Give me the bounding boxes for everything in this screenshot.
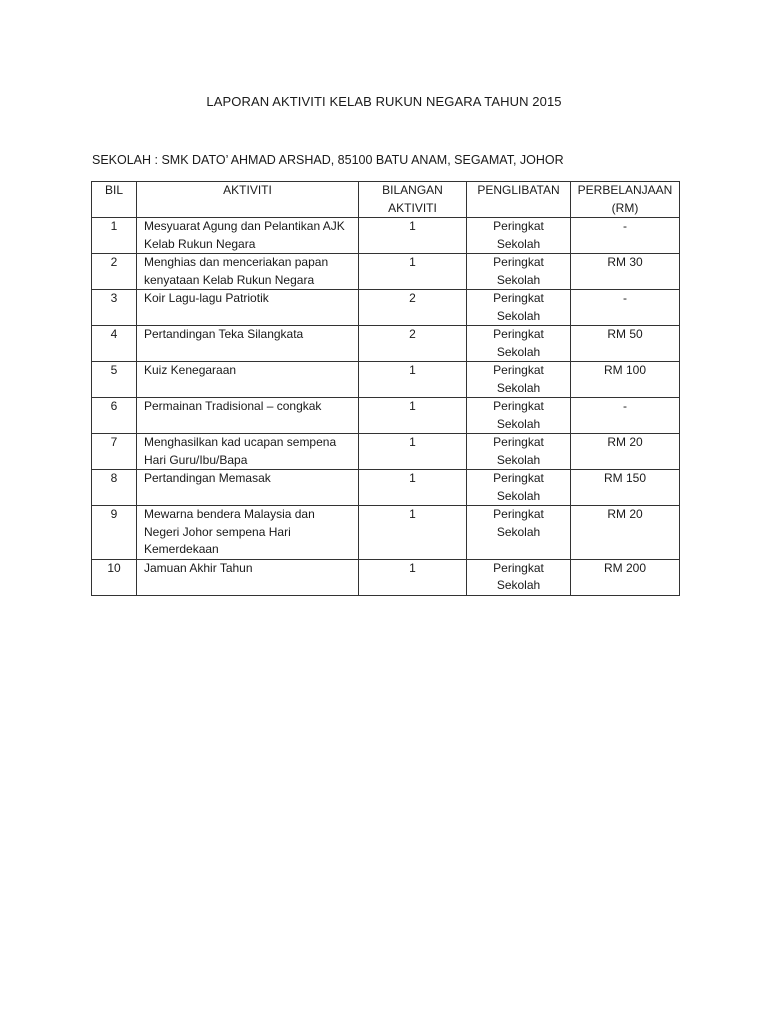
- cell-aktiviti: Kuiz Kenegaraan: [137, 362, 359, 398]
- cell-bil: 9: [92, 506, 137, 560]
- cell-perbelanjaan: RM 30: [571, 254, 680, 290]
- cell-aktiviti: Menghias dan menceriakan papan kenyataan Kelab Rukun Negara: [137, 254, 359, 290]
- cell-bilangan: 1: [359, 434, 467, 470]
- cell-perbelanjaan: RM 50: [571, 326, 680, 362]
- cell-penglibatan: Peringkat Sekolah: [467, 470, 571, 506]
- cell-bil: 3: [92, 290, 137, 326]
- table-row: [92, 290, 680, 326]
- cell-aktiviti: Pertandingan Teka Silangkata: [137, 326, 359, 362]
- cell-penglibatan: Peringkat Sekolah: [467, 218, 571, 254]
- cell-perbelanjaan: RM 100: [571, 362, 680, 398]
- cell-perbelanjaan: -: [571, 218, 680, 254]
- cell-aktiviti: Mewarna bendera Malaysia dan Negeri Johor sempena Hari Kemerdekaan: [137, 506, 359, 560]
- cell-bil: 7: [92, 434, 137, 470]
- cell-penglibatan: Peringkat Sekolah: [467, 254, 571, 290]
- cell-perbelanjaan: RM 20: [571, 434, 680, 470]
- cell-aktiviti: Permainan Tradisional – congkak: [137, 398, 359, 434]
- report-title: LAPORAN AKTIVITI KELAB RUKUN NEGARA TAHUN 2015: [206, 94, 562, 109]
- cell-bilangan: 1: [359, 559, 467, 595]
- cell-bilangan: 1: [359, 506, 467, 560]
- table-row: [92, 218, 680, 254]
- table-row: [92, 398, 680, 434]
- cell-bilangan: 1: [359, 470, 467, 506]
- table-row: [92, 326, 680, 362]
- table-row: [92, 470, 680, 506]
- cell-bilangan: 2: [359, 326, 467, 362]
- cell-penglibatan: Peringkat Sekolah: [467, 506, 571, 560]
- cell-aktiviti: Menghasilkan kad ucapan sempena Hari Guru/Ibu/Bapa: [137, 434, 359, 470]
- cell-bilangan: 2: [359, 290, 467, 326]
- cell-perbelanjaan: -: [571, 398, 680, 434]
- cell-perbelanjaan: -: [571, 290, 680, 326]
- table-row: [92, 362, 680, 398]
- cell-bil: 10: [92, 559, 137, 595]
- activity-table: [91, 181, 680, 596]
- cell-bil: 5: [92, 362, 137, 398]
- cell-bilangan: 1: [359, 218, 467, 254]
- table-header-row: [92, 182, 680, 218]
- cell-penglibatan: Peringkat Sekolah: [467, 434, 571, 470]
- header-penglibatan: PENGLIBATAN: [467, 182, 571, 218]
- school-line: SEKOLAH : SMK DATO’ AHMAD ARSHAD, 85100 BATU ANAM, SEGAMAT, JOHOR: [92, 153, 564, 167]
- table-row: [92, 254, 680, 290]
- cell-perbelanjaan: RM 20: [571, 506, 680, 560]
- cell-bilangan: 1: [359, 254, 467, 290]
- header-perbelanjaan: PERBELANJAAN (RM): [571, 182, 680, 218]
- cell-aktiviti: Koir Lagu-lagu Patriotik: [137, 290, 359, 326]
- cell-penglibatan: Peringkat Sekolah: [467, 326, 571, 362]
- cell-penglibatan: Peringkat Sekolah: [467, 398, 571, 434]
- cell-bil: 1: [92, 218, 137, 254]
- table-row: [92, 506, 680, 560]
- header-bilangan-aktiviti: BILANGAN AKTIVITI: [359, 182, 467, 218]
- cell-bil: 4: [92, 326, 137, 362]
- cell-perbelanjaan: RM 200: [571, 559, 680, 595]
- cell-bil: 8: [92, 470, 137, 506]
- cell-aktiviti: Mesyuarat Agung dan Pelantikan AJK Kelab Rukun Negara: [137, 218, 359, 254]
- cell-penglibatan: Peringkat Sekolah: [467, 362, 571, 398]
- table-row: [92, 434, 680, 470]
- cell-bil: 6: [92, 398, 137, 434]
- cell-aktiviti: Jamuan Akhir Tahun: [137, 559, 359, 595]
- cell-bilangan: 1: [359, 398, 467, 434]
- cell-bil: 2: [92, 254, 137, 290]
- cell-aktiviti: Pertandingan Memasak: [137, 470, 359, 506]
- header-aktiviti: AKTIVITI: [137, 182, 359, 218]
- cell-penglibatan: Peringkat Sekolah: [467, 290, 571, 326]
- header-bil: BIL: [92, 182, 137, 218]
- cell-bilangan: 1: [359, 362, 467, 398]
- cell-perbelanjaan: RM 150: [571, 470, 680, 506]
- cell-penglibatan: Peringkat Sekolah: [467, 559, 571, 595]
- table-row: [92, 559, 680, 595]
